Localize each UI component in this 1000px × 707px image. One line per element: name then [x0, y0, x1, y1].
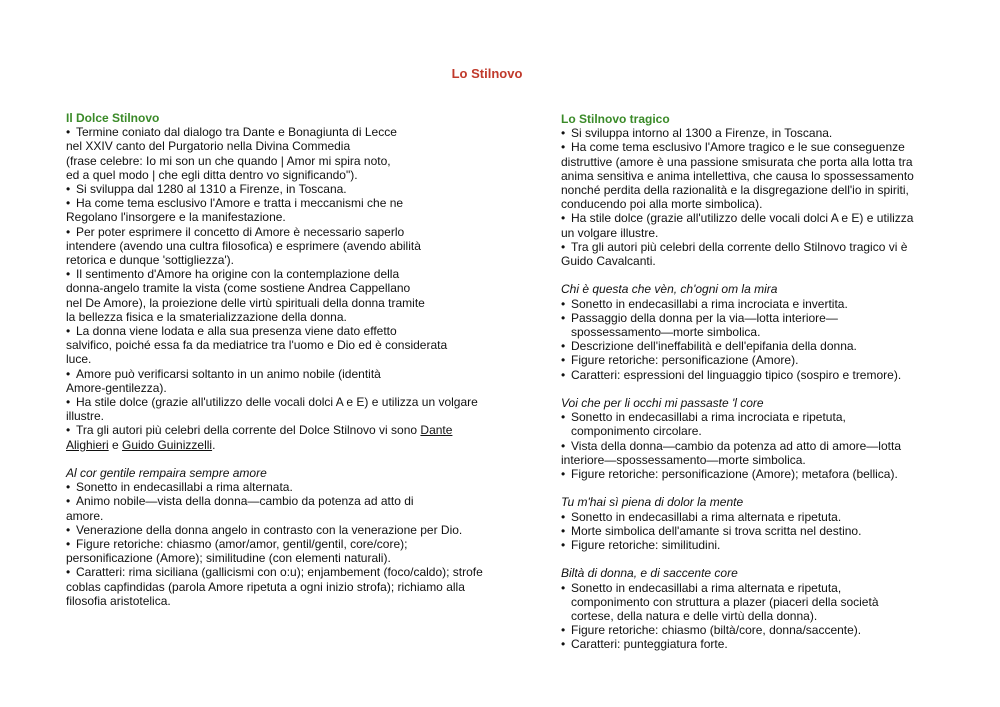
bullet: •	[561, 353, 566, 368]
text-line: • Caratteri: punteggiatura forte.	[561, 637, 728, 652]
text-line: anima sensitiva e anima intellettiva, che causa lo spossessamento	[561, 168, 914, 183]
link-guido-guinizzelli[interactable]: Guido Guinizzelli	[122, 437, 213, 452]
text-line: • Tra gli autori più celebri della corrente dello Stilnovo tragico vi è	[561, 239, 908, 254]
bullet: •	[66, 182, 71, 197]
text-line: salvifico, poiché essa fa da mediatrice tra l'uomo e Dio ed è considerata	[66, 338, 448, 353]
bullet: •	[66, 324, 71, 339]
text-line: • Passaggio della donna per la via—lotta interiore—	[561, 310, 838, 325]
text-line: • Sonetto in endecasillabi a rima alternata e ripetuta,	[561, 580, 842, 595]
bullet: •	[561, 523, 566, 538]
bullet: •	[66, 522, 71, 537]
text-line: nonché perdita della razionalità e la disgregazione dell'io in spiriti,	[561, 183, 909, 198]
text-line: • Ha stile dolce (grazie all'utilizzo delle vocali dolci A e E) e utilizza un volgare	[66, 395, 478, 410]
text-line: • Descrizione dell'ineffabilità e dell'epifania della donna.	[561, 339, 857, 354]
spacer	[66, 452, 536, 466]
text-line: (frase celebre: Io mi son un che quando | Amor mi spira noto,	[66, 153, 391, 168]
bullet: •	[561, 467, 566, 482]
bullet: •	[561, 211, 566, 226]
text-line: componimento circolare.	[571, 424, 702, 439]
left-column	[66, 111, 536, 608]
text-line: • Morte simbolica dell'amante si trova scritta nel destino.	[561, 523, 862, 538]
text-line: • Ha come tema esclusivo l'Amore tragico e le sue conseguenze	[561, 140, 905, 155]
poem-title: Biltà di donna, e di saccente core	[561, 566, 738, 581]
text-line: • Figure retoriche: chiasmo (biltà/core, donna/saccente).	[561, 623, 862, 638]
text-line: nel De Amore), la proiezione delle virtù spirituali della donna tramite	[66, 295, 425, 310]
text-line: • Il sentimento d'Amore ha origine con la contemplazione della	[66, 267, 400, 282]
text-line: conducendo poi alla morte simbolica).	[561, 197, 763, 212]
text-line: • Sonetto in endecasillabi a rima incrociata e ripetuta,	[561, 410, 846, 425]
text-line: Alighieri e Guido Guinizzelli.	[66, 437, 216, 452]
spacer	[561, 481, 961, 495]
bullet: •	[66, 267, 71, 282]
spacer	[561, 382, 961, 396]
bullet: •	[561, 310, 566, 325]
text-line: ed a quel modo | che egli ditta dentro vo significando").	[66, 167, 358, 182]
bullet: •	[66, 480, 71, 495]
text-line: amore.	[66, 508, 104, 523]
bullet: •	[561, 509, 566, 524]
text-line: • Caratteri: espressioni del linguaggio tipico (sospiro e tremore).	[561, 367, 902, 382]
text-line: • Si sviluppa intorno al 1300 a Firenze, in Toscana.	[561, 126, 833, 141]
bullet: •	[561, 438, 566, 453]
section-heading-stilnovo-tragico: Lo Stilnovo tragico	[561, 112, 670, 126]
bullet: •	[66, 196, 71, 211]
text-line: Guido Cavalcanti.	[561, 254, 656, 269]
text-line: • Venerazione della donna angelo in contrasto con la venerazione per Dio.	[66, 522, 463, 537]
poem-title: Chi è questa che vèn, ch'ogni om la mira	[561, 282, 778, 297]
text-line: • Sonetto in endecasillabi a rima alternata.	[66, 480, 293, 495]
poem-title: Al cor gentile rempaira sempre amore	[66, 466, 267, 481]
text-line: la bellezza fisica e la smaterializzazione della donna.	[66, 309, 347, 324]
text-line: • Sonetto in endecasillabi a rima alternata e ripetuta.	[561, 509, 842, 524]
text-line: donna-angelo tramite la vista (come sostiene Andrea Cappellano	[66, 281, 411, 296]
text-line: • Figure retoriche: similitudini.	[561, 538, 721, 553]
text-line: filosofia aristotelica.	[66, 593, 171, 608]
bullet: •	[561, 538, 566, 553]
text-line: • Sonetto in endecasillabi a rima incrociata e invertita.	[561, 296, 848, 311]
text-line: Regolano l'insorgere e la manifestazione.	[66, 210, 286, 225]
text-line: luce.	[66, 352, 92, 367]
bullet: •	[561, 367, 566, 382]
poem-title: Voi che per li occhi mi passaste 'l core	[561, 396, 764, 411]
bullet: •	[561, 637, 566, 652]
text-line: • Figure retoriche: chiasmo (amor/amor, gentil/gentil, core/core);	[66, 537, 408, 552]
text-line: • Figure retoriche: personificazione (Amore); metafora (bellica).	[561, 467, 898, 482]
section-heading-dolce-stilnovo: Il Dolce Stilnovo	[66, 111, 160, 125]
text-line: intendere (avendo una cultra filosofica) e esprimere (avendo abilità	[66, 238, 421, 253]
text-line: • Termine coniato dal dialogo tra Dante e Bonagiunta di Lecce	[66, 125, 397, 140]
text-line: un volgare illustre.	[561, 225, 659, 240]
text-line: • Si sviluppa dal 1280 al 1310 a Firenze, in Toscana.	[66, 182, 347, 197]
bullet: •	[561, 623, 566, 638]
bullet: •	[561, 140, 566, 155]
text-line: retorica e dunque 'sottigliezza').	[66, 253, 235, 268]
bullet: •	[561, 580, 566, 595]
text-line: Amore-gentilezza).	[66, 380, 167, 395]
text-line: cortese, della natura e delle virtù della donna).	[571, 609, 818, 624]
bullet: •	[561, 296, 566, 311]
bullet: •	[561, 339, 566, 354]
text-line: • Figure retoriche: personificazione (Amore).	[561, 353, 799, 368]
bullet: •	[66, 423, 71, 438]
bullet: •	[66, 537, 71, 552]
spacer	[561, 552, 961, 566]
poem-title: Tu m'hai sì piena di dolor la mente	[561, 495, 744, 510]
text-line: • Caratteri: rima siciliana (gallicismi con o:u); enjambement (foco/caldo); strofe	[66, 565, 483, 580]
text-line: • Per poter esprimere il concetto di Amore è necessario saperlo	[66, 224, 405, 239]
text-line: personificazione (Amore); similitudine (con elementi naturali).	[66, 551, 391, 566]
bullet: •	[561, 410, 566, 425]
bullet: •	[66, 565, 71, 580]
bullet: •	[66, 125, 71, 140]
right-column	[561, 112, 961, 652]
link-alighieri[interactable]: Alighieri	[66, 437, 109, 452]
text-line: illustre.	[66, 409, 105, 424]
bullet: •	[561, 239, 566, 254]
link-dante[interactable]: Dante	[420, 423, 453, 438]
text-line: • Animo nobile—vista della donna—cambio da potenza ad atto di	[66, 494, 414, 509]
text-line: coblas capfindidas (parola Amore ripetuta a ogni inizio strofa); richiamo alla	[66, 579, 465, 594]
text-line: spossessamento—morte simbolica.	[571, 325, 761, 340]
text-line: nel XXIV canto del Purgatorio nella Divina Commedia	[66, 139, 351, 154]
text-line: distruttive (amore è una passione smisurata che porta alla lotta tra	[561, 154, 913, 169]
text-line: • Vista della donna—cambio da potenza ad atto di amore—lotta	[561, 438, 901, 453]
text-line: • Amore può verificarsi soltanto in un animo nobile (identità	[66, 366, 381, 381]
text-line: • Tra gli autori più celebri della corrente del Dolce Stilnovo vi sono Dante	[66, 423, 453, 438]
document-title: Lo Stilnovo	[451, 66, 523, 81]
text-line: • Ha stile dolce (grazie all'utilizzo delle vocali dolci A e E) e utilizza	[561, 211, 914, 226]
bullet: •	[66, 366, 71, 381]
spacer	[561, 268, 961, 282]
bullet: •	[66, 224, 71, 239]
text-line: • Ha come tema esclusivo l'Amore e tratta i meccanismi che ne	[66, 196, 404, 211]
text-line: componimento con struttura a plazer (piaceri della società	[571, 594, 879, 609]
bullet: •	[66, 395, 71, 410]
text-line: • La donna viene lodata e alla sua presenza viene dato effetto	[66, 324, 397, 339]
text-line: interiore—spossessamento—morte simbolica.	[561, 452, 806, 467]
bullet: •	[66, 494, 71, 509]
bullet: •	[561, 126, 566, 141]
